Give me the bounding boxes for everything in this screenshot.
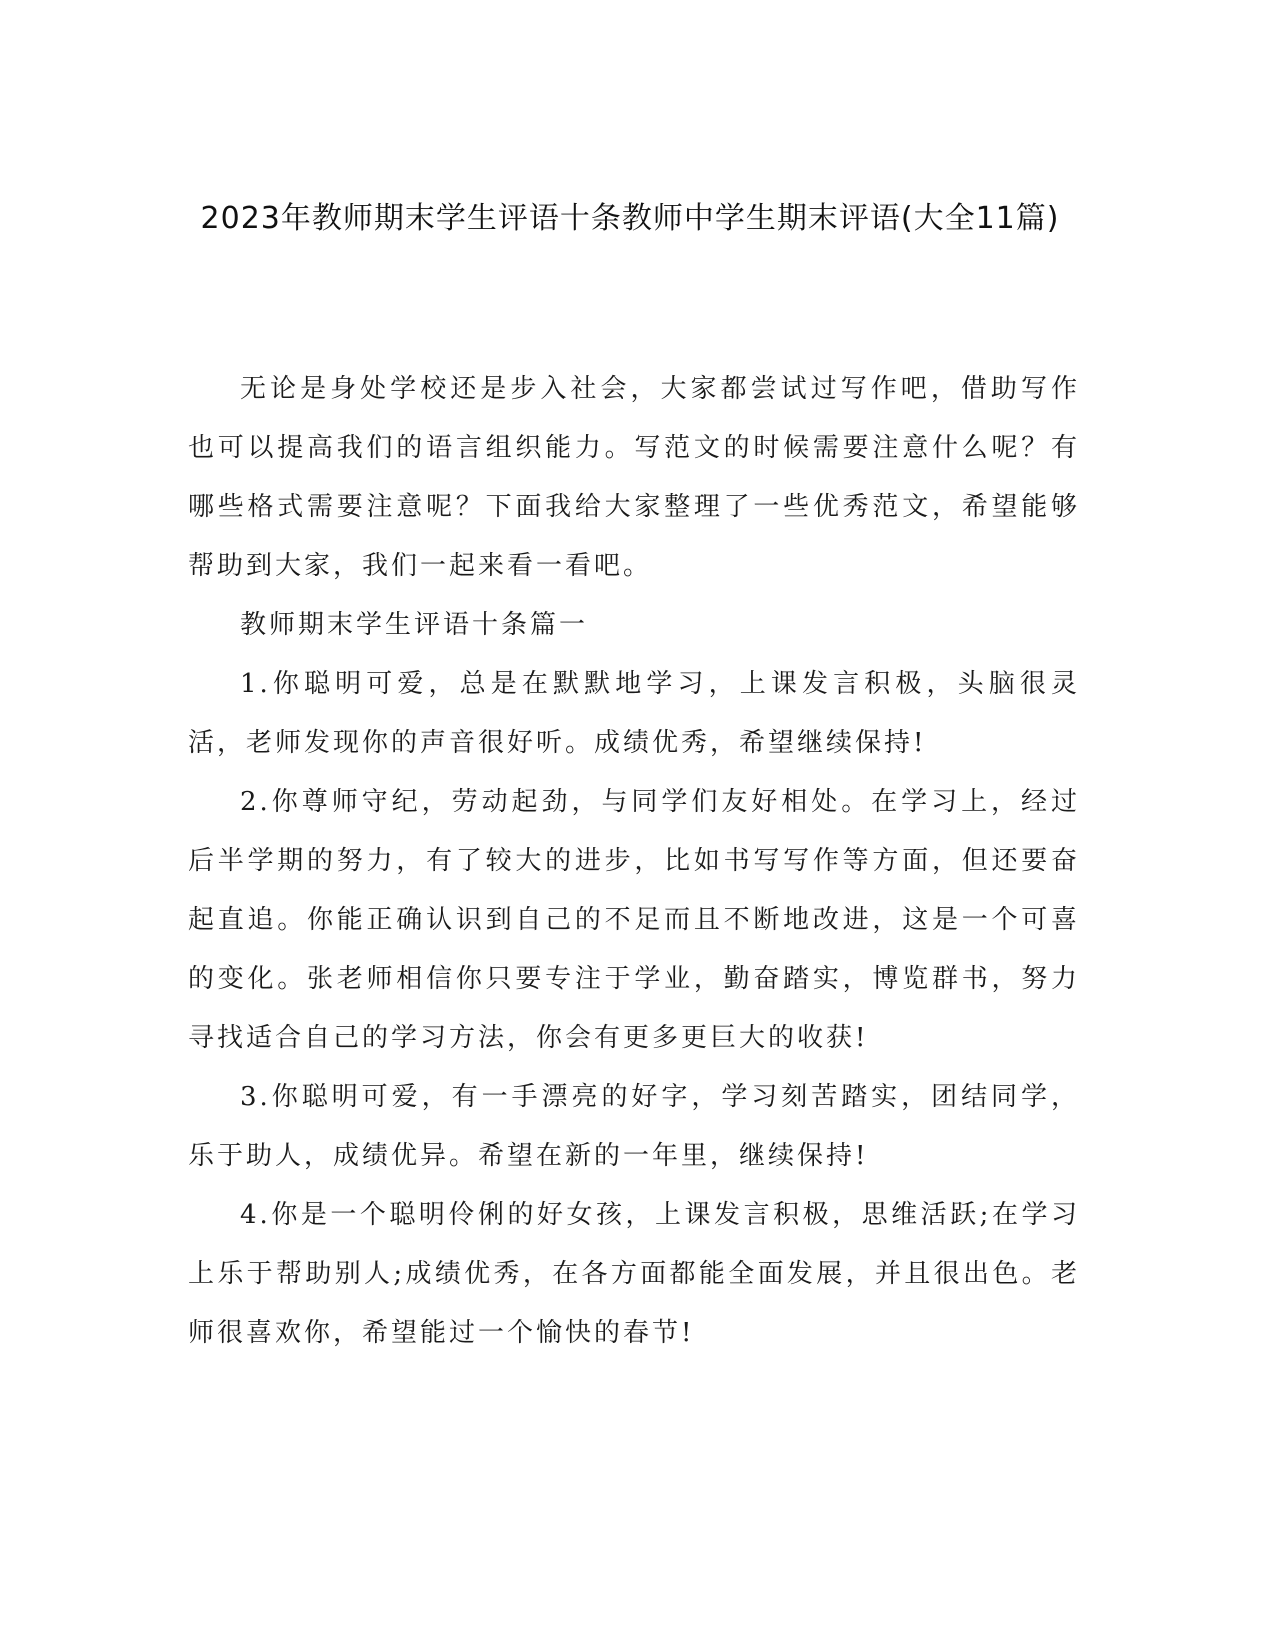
document-title: 2023年教师期末学生评语十条教师中学生期末评语(大全11篇) [200,201,1060,236]
comment-paragraph-3: 3.你聪明可爱，有一手漂亮的好字，学习刻苦踏实，团结同学，乐于助人，成绩优异。希望在新的一年里，继续保持! [188,1082,1080,1171]
comment-paragraph-4: 4.你是一个聪明伶俐的好女孩，上课发言积极，思维活跃;在学习上乐于帮助别人;成绩优秀，在各方面都能全面发展，并且很出色。老师很喜欢你，希望能过一个愉快的春节! [188,1200,1080,1348]
section-heading: 教师期末学生评语十条篇一 [240,610,589,640]
intro-paragraph: 无论是身处学校还是步入社会，大家都尝试过写作吧，借助写作也可以提高我们的语言组织能力。写范文的时候需要注意什么呢？有哪些格式需要注意呢？下面我给大家整理了一些优秀范文，希望能够帮助到大家，我们一起来看一看吧。 [188,374,1080,581]
document-body [188,360,1080,1363]
comment-paragraph-2: 2.你尊师守纪，劳动起劲，与同学们友好相处。在学习上，经过后半学期的努力，有了较大的进步，比如书写写作等方面，但还要奋起直追。你能正确认识到自己的不足而且不断地改进，这是一个可喜的变化。张老师相信你只要专注于学业，勤奋踏实，博览群书，努力寻找适合自己的学习方法，你会有更多更巨大的收获! [188,787,1080,1053]
comment-paragraph-1: 1.你聪明可爱，总是在默默地学习，上课发言积极，头脑很灵活，老师发现你的声音很好听。成绩优秀，希望继续保持! [188,669,1080,758]
